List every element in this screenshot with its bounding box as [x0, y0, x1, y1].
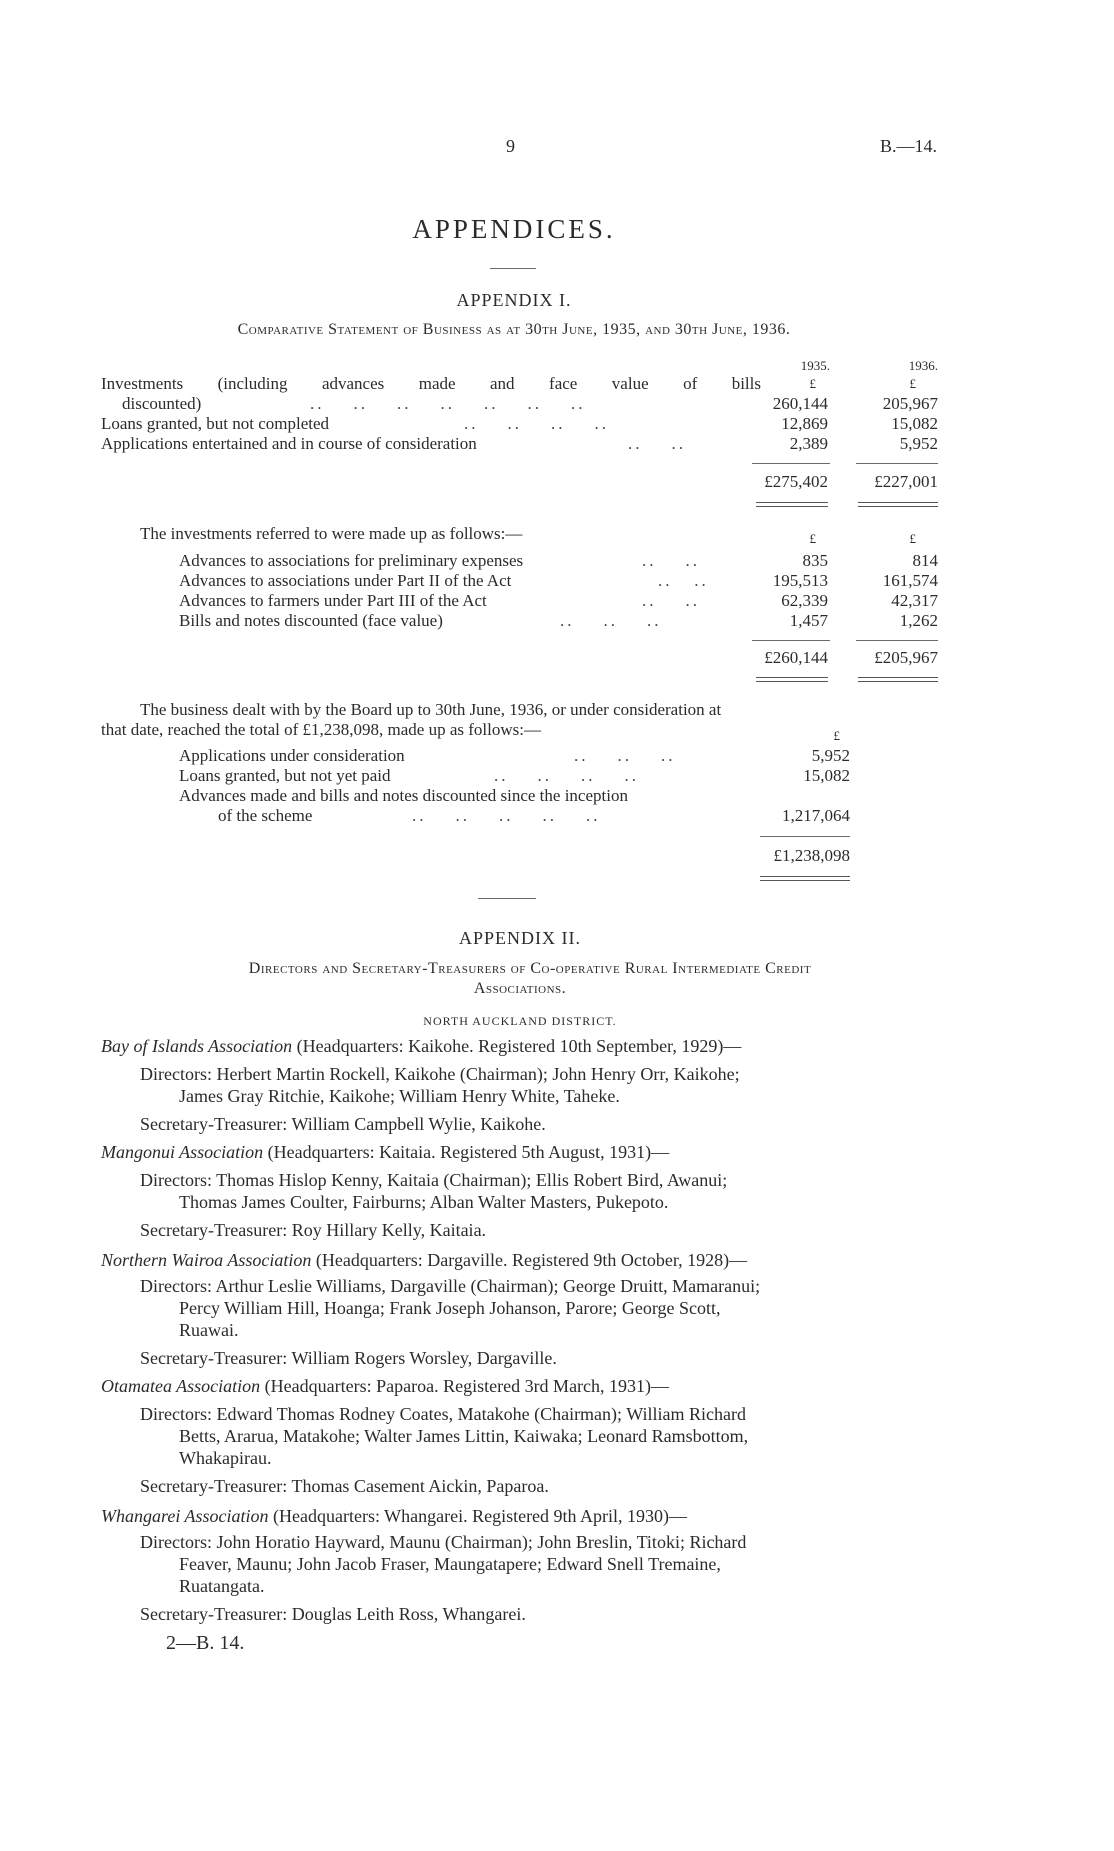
- investment-item-label: Advances to associations for preliminary expenses: [179, 551, 524, 570]
- investments-total-1935: £260,144: [764, 648, 828, 667]
- leader-dots: .. .. ..: [574, 746, 676, 765]
- investments-intro: The investments referred to were made up as follows:—: [140, 524, 523, 543]
- total-double-rule: [858, 502, 938, 507]
- currency-1936: £: [909, 531, 916, 546]
- association-name: Bay of Islands Association: [101, 1036, 293, 1056]
- investment-value-1935: 62,339: [781, 591, 828, 610]
- association-heading: [101, 1036, 741, 1057]
- statement-value-1936: 205,967: [882, 394, 938, 413]
- association-details: (Headquarters: Dargaville. Registered 9th October, 1928)—: [315, 1250, 748, 1270]
- statement-row-label: Loans granted, but not completed: [101, 414, 330, 433]
- title-divider: [490, 268, 536, 269]
- appendix-2-subtitle: Directors and Secretary-Treasurers of Co-operative Rural Intermediate Credit: [248, 960, 812, 977]
- investment-value-1935: 195,513: [772, 571, 828, 590]
- directors-line: Directors: John Horatio Hayward, Maunu (Chairman); John Breslin, Titoki; Richard: [140, 1532, 747, 1552]
- directors-line: Directors: Herbert Martin Rockell, Kaikohe (Chairman); John Henry Orr, Kaikohe;: [140, 1064, 740, 1084]
- association-heading: [101, 1142, 669, 1163]
- association-heading: [101, 1506, 687, 1527]
- directors-line: Betts, Ararua, Matakohe; Walter James Littin, Kaiwaka; Leonard Ramsbottom,: [179, 1426, 749, 1446]
- association-heading: [101, 1376, 669, 1397]
- statement-row-label: Investments (including advances made and face value of bills: [101, 374, 761, 393]
- statement-value-1935: 2,389: [789, 434, 828, 453]
- total-double-rule: [760, 876, 850, 881]
- total-double-rule: [858, 677, 938, 682]
- directors-line: Ruatangata.: [179, 1576, 265, 1596]
- business-item-label: Advances made and bills and notes discounted since the inception: [179, 786, 628, 805]
- sum-rule: [760, 836, 850, 837]
- association-details: (Headquarters: Paparoa. Registered 3rd March, 1931)—: [264, 1376, 670, 1396]
- appendix-1-heading: APPENDIX I.: [456, 290, 572, 310]
- secretary-line: Secretary-Treasurer: Thomas Casement Aickin, Paparoa.: [140, 1476, 549, 1496]
- statement-value-1935: 260,144: [772, 394, 828, 413]
- section-divider: [478, 898, 536, 899]
- business-item-value: 5,952: [811, 746, 850, 765]
- business-item-value: 15,082: [803, 766, 850, 785]
- statement-total-1936: £227,001: [874, 472, 938, 491]
- statement-row-label: Applications entertained and in course of consideration: [101, 434, 477, 453]
- investments-total-1936: £205,967: [874, 648, 938, 667]
- main-title: APPENDICES.: [412, 214, 616, 244]
- investment-item-label: Advances to farmers under Part III of the Act: [179, 591, 487, 610]
- investment-value-1936: 1,262: [899, 611, 938, 630]
- business-item-label: Loans granted, but not yet paid: [179, 766, 391, 785]
- statement-row-label: discounted): [122, 394, 202, 413]
- directors-line: Percy William Hill, Hoanga; Frank Joseph Johanson, Parore; George Scott,: [179, 1298, 721, 1318]
- secretary-line: Secretary-Treasurer: Douglas Leith Ross, Whangarei.: [140, 1604, 526, 1624]
- association-details: (Headquarters: Kaikohe. Registered 10th September, 1929)—: [296, 1036, 742, 1056]
- leader-dots: .. .. .. ..: [464, 414, 609, 433]
- leader-dots: .. .. ..: [560, 611, 662, 630]
- leader-dots: .. ..: [642, 591, 700, 610]
- appendix-1-subtitle: Comparative Statement of Business as at 30th June, 1935, and 30th June, 1936.: [237, 321, 791, 338]
- leader-dots: .. ..: [658, 571, 709, 590]
- secretary-line: Secretary-Treasurer: William Rogers Worsley, Dargaville.: [140, 1348, 557, 1368]
- document-reference: B.—14.: [880, 136, 938, 156]
- sum-rule: [752, 463, 830, 464]
- business-paragraph: The business dealt with by the Board up to 30th June, 1936, or under consideration at: [140, 700, 722, 719]
- total-double-rule: [756, 677, 828, 682]
- statement-value-1935: 12,869: [781, 414, 828, 433]
- col-year-1935: 1935.: [800, 358, 830, 373]
- footer-signature: 2—B. 14.: [166, 1632, 245, 1654]
- sum-rule: [856, 463, 938, 464]
- directors-line: Directors: Edward Thomas Rodney Coates, Matakohe (Chairman); William Richard: [140, 1404, 746, 1424]
- statement-value-1936: 15,082: [891, 414, 938, 433]
- currency-1935: £: [809, 376, 816, 391]
- investment-value-1936: 161,574: [882, 571, 938, 590]
- secretary-line: Secretary-Treasurer: William Campbell Wylie, Kaikohe.: [140, 1114, 546, 1134]
- association-details: (Headquarters: Kaitaia. Registered 5th August, 1931)—: [267, 1142, 670, 1162]
- statement-value-1936: 5,952: [899, 434, 938, 453]
- currency-business: £: [833, 728, 840, 743]
- investment-item-label: Advances to associations under Part II of the Act: [179, 571, 512, 590]
- leader-dots: .. .. .. .. .. .. ..: [310, 394, 586, 413]
- business-item-label: of the scheme: [218, 806, 313, 825]
- business-total: £1,238,098: [773, 846, 850, 865]
- directors-line: Ruawai.: [179, 1320, 239, 1340]
- directors-line: Directors: Thomas Hislop Kenny, Kaitaia (Chairman); Ellis Robert Bird, Awanui;: [140, 1170, 728, 1190]
- directors-line: Directors: Arthur Leslie Williams, Dargaville (Chairman); George Druitt, Mamaranui;: [140, 1276, 761, 1296]
- investment-value-1936: 42,317: [891, 591, 938, 610]
- leader-dots: .. .. .. ..: [494, 766, 639, 785]
- association-name: Whangarei Association: [101, 1506, 269, 1526]
- leader-dots: .. ..: [642, 551, 700, 570]
- secretary-line: Secretary-Treasurer: Roy Hillary Kelly, Kaitaia.: [140, 1220, 487, 1240]
- leader-dots: .. ..: [628, 434, 686, 453]
- business-item-value: 1,217,064: [782, 806, 850, 825]
- leader-dots: .. .. .. .. ..: [412, 806, 601, 825]
- investment-value-1936: 814: [912, 551, 938, 570]
- currency-1935: £: [809, 531, 816, 546]
- investment-value-1935: 835: [802, 551, 828, 570]
- statement-total-1935: £275,402: [764, 472, 828, 491]
- appendix-2-subtitle: Associations.: [473, 980, 567, 997]
- directors-line: Whakapirau.: [179, 1448, 272, 1468]
- association-details: (Headquarters: Whangarei. Registered 9th April, 1930)—: [273, 1506, 688, 1526]
- sum-rule: [752, 640, 830, 641]
- directors-line: Thomas James Coulter, Fairburns; Alban Walter Masters, Pukepoto.: [179, 1192, 669, 1212]
- page-number: 9: [506, 136, 515, 156]
- currency-1936: £: [909, 376, 916, 391]
- sum-rule: [856, 640, 938, 641]
- business-paragraph: that date, reached the total of £1,238,098, made up as follows:—: [101, 720, 541, 739]
- district-heading: NORTH AUCKLAND DISTRICT.: [423, 1014, 617, 1028]
- association-name: Otamatea Association: [101, 1376, 261, 1396]
- directors-line: Feaver, Maunu; John Jacob Fraser, Maungatapere; Edward Snell Tremaine,: [179, 1554, 721, 1574]
- investment-value-1935: 1,457: [789, 611, 828, 630]
- association-name: Northern Wairoa Association: [101, 1250, 312, 1270]
- association-heading: [101, 1250, 747, 1271]
- investment-item-label: Bills and notes discounted (face value): [179, 611, 443, 630]
- col-year-1936: 1936.: [908, 358, 938, 373]
- business-item-label: Applications under consideration: [179, 746, 405, 765]
- association-name: Mangonui Association: [101, 1142, 264, 1162]
- directors-line: James Gray Ritchie, Kaikohe; William Henry White, Taheke.: [179, 1086, 620, 1106]
- total-double-rule: [756, 502, 828, 507]
- appendix-2-heading: APPENDIX II.: [459, 928, 581, 948]
